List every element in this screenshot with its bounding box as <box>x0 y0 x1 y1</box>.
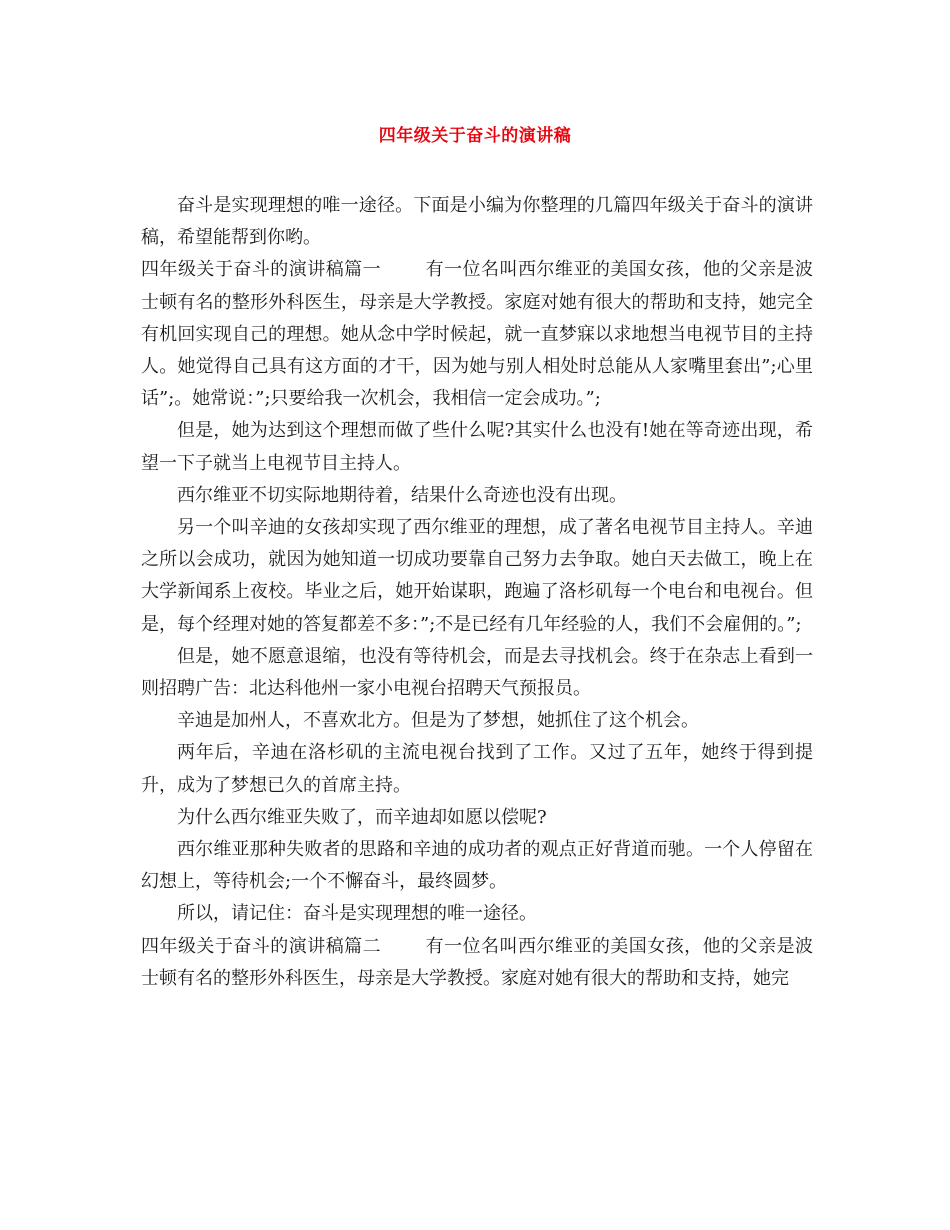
story-two-paragraph-1: 有一位名叫西尔维亚的美国女孩，他的父亲是波士顿有名的整形外科医生，母亲是大学教授。家庭对她有很大的帮助和支持，她完 <box>141 935 814 989</box>
section-heading-two: 四年级关于奋斗的演讲稿篇二 <box>141 935 382 957</box>
section-heading-one: 四年级关于奋斗的演讲稿篇一 <box>141 259 382 281</box>
section-one-paragraph <box>141 254 813 415</box>
document-body <box>141 190 813 995</box>
story-paragraph-8: 为什么西尔维亚失败了，而辛迪却如愿以偿呢? <box>177 806 547 828</box>
section-two-paragraph <box>141 931 813 995</box>
story-paragraph-3: 西尔维亚不切实际地期待着，结果什么奇迹也没有出现。 <box>177 484 627 506</box>
story-paragraph-4: 另一个叫辛迪的女孩却实现了西尔维亚的理想，成了著名电视节目主持人。辛迪之所以会成功，就因为她知道一切成功要靠自己努力去争取。她白天去做工，晚上在大学新闻系上夜校。毕业之后，她开始谋职，跑遍了洛杉矶每一个电台和电视台。但是，每个经理对她的答复都差不多：”;不是已经有几年经验的人，我们不会雇佣的。”; <box>141 517 813 635</box>
story-paragraph-5: 但是，她不愿意退缩，也没有等待机会，而是去寻找机会。终于在杂志上看到一则招聘广告：北达科他州一家小电视台招聘天气预报员。 <box>141 645 813 700</box>
story-paragraph-6: 辛迪是加州人，不喜欢北方。但是为了梦想，她抓住了这个机会。 <box>177 710 699 732</box>
story-paragraph-9: 西尔维亚那种失败者的思路和辛迪的成功者的观点正好背道而驰。一个人停留在幻想上，等待机会;一个不懈奋斗，最终圆梦。 <box>141 839 813 893</box>
intro-paragraph: 奋斗是实现理想的唯一途径。下面是小编为你整理的几篇四年级关于奋斗的演讲稿，希望能帮到你哟。 <box>141 195 813 249</box>
story-paragraph-7: 两年后，辛迪在洛杉矶的主流电视台找到了工作。又过了五年，她终于得到提升，成为了梦想已久的首席主持。 <box>141 742 813 796</box>
story-paragraph-10: 所以，请记住：奋斗是实现理想的唯一途径。 <box>177 903 537 925</box>
document-title: 四年级关于奋斗的演讲稿 <box>378 126 572 146</box>
story-paragraph-2: 但是，她为达到这个理想而做了些什么呢?其实什么也没有!她在等奇迹出现，希望一下子就当上电视节目主持人。 <box>141 420 813 474</box>
story-paragraph-1: 有一位名叫西尔维亚的美国女孩，他的父亲是波士顿有名的整形外科医生，母亲是大学教授。家庭对她有很大的帮助和支持，她完全有机回实现自己的理想。她从念中学时候起，就一直梦寐以求地想当电视节目的主持人。她觉得自己具有这方面的才干，因为她与别人相处时总能从人家嘴里套出”;心里话”;。她常说：”;只要给我一次机会，我相信一定会成功。”; <box>141 259 814 410</box>
